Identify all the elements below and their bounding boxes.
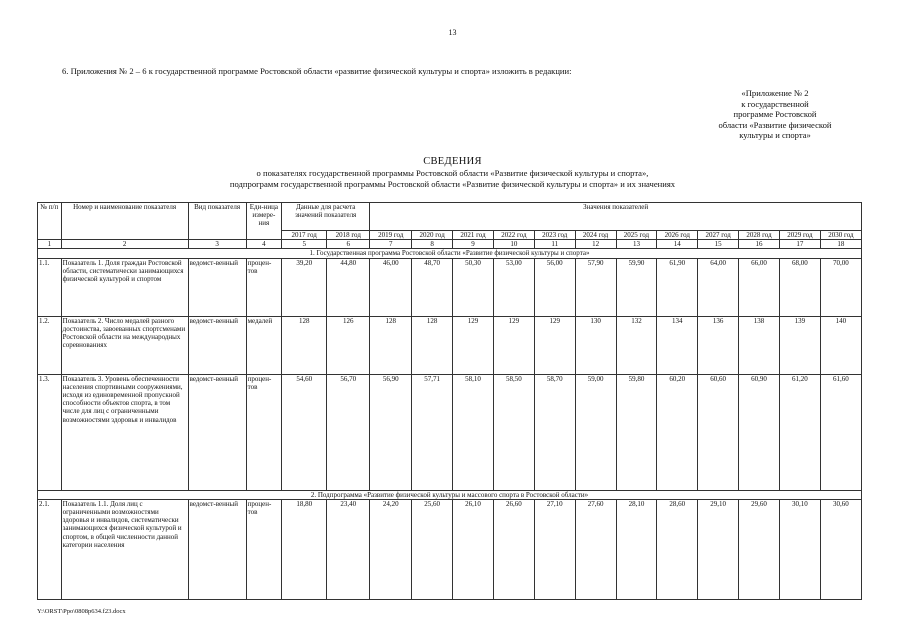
indicator-value: 26,10 — [453, 499, 494, 599]
indicator-value: 50,30 — [453, 258, 494, 316]
year-header: 2030 год — [820, 231, 861, 240]
indicator-value: 48,70 — [412, 258, 453, 316]
row-number: 1.3. — [38, 374, 62, 490]
indicator-value: 60,60 — [698, 374, 739, 490]
indicator-name: Показатель 3. Уровень обеспеченности населения спортивными сооружениями, исходя из единовременной пропускной способности объектов спорта, в том числе для лиц с ограниченными возможностями здоровья и инвалидов — [61, 374, 188, 490]
indicator-name: Показатель 2. Число медалей разного достоинства, завоеванных спортсменами Ростовской области на международных соревнованиях — [61, 316, 188, 374]
indicator-value: 68,00 — [779, 258, 820, 316]
column-number: 8 — [412, 240, 453, 249]
year-header: 2023 год — [534, 231, 575, 240]
indicator-value: 18,80 — [282, 499, 327, 599]
appendix-line: области «Развитие физической — [718, 119, 832, 130]
indicator-value: 58,10 — [453, 374, 494, 490]
indicator-row — [38, 258, 862, 316]
column-number: 3 — [188, 240, 246, 249]
column-number: 7 — [370, 240, 412, 249]
indicator-value: 60,20 — [657, 374, 698, 490]
indicator-value: 128 — [282, 316, 327, 374]
indicator-unit: процен-тов — [246, 374, 281, 490]
indicator-value: 139 — [779, 316, 820, 374]
indicator-value: 128 — [412, 316, 453, 374]
indicator-value: 29,60 — [739, 499, 780, 599]
indicator-value: 56,90 — [370, 374, 412, 490]
column-number: 16 — [739, 240, 780, 249]
indicator-value: 57,71 — [412, 374, 453, 490]
indicator-row — [38, 374, 862, 490]
indicator-value: 30,10 — [779, 499, 820, 599]
indicator-value: 56,70 — [327, 374, 370, 490]
page-number: 13 — [448, 28, 457, 37]
year-header: 2018 год — [327, 231, 370, 240]
indicator-value: 128 — [370, 316, 412, 374]
column-number: 11 — [534, 240, 575, 249]
indicator-value: 59,80 — [616, 374, 657, 490]
indicator-type: ведомст-венный — [188, 374, 246, 490]
file-path-footer: Y:\ORST\Ppo\0808p634.f23.docx — [37, 608, 126, 615]
indicator-value: 58,50 — [493, 374, 534, 490]
indicator-value: 30,60 — [820, 499, 861, 599]
indicator-name: Показатель 1. Доля граждан Ростовской области, систематически занимающихся физической культурой и спортом — [61, 258, 188, 316]
indicator-value: 44,80 — [327, 258, 370, 316]
indicator-value: 130 — [575, 316, 616, 374]
indicator-value: 56,00 — [534, 258, 575, 316]
indicator-value: 27,10 — [534, 499, 575, 599]
indicator-value: 24,20 — [370, 499, 412, 599]
header-name: Номер и наименование показателя — [61, 203, 188, 240]
year-header: 2025 год — [616, 231, 657, 240]
column-number: 2 — [61, 240, 188, 249]
subtitle-line: подпрограмм государственной программы Ростовской области «Развитие физической культуры и спорта» и их значениях — [229, 178, 676, 189]
indicator-value: 58,70 — [534, 374, 575, 490]
indicator-value: 66,00 — [739, 258, 780, 316]
indicator-value: 53,00 — [493, 258, 534, 316]
column-number: 12 — [575, 240, 616, 249]
indicator-type: ведомст-венный — [188, 499, 246, 599]
indicator-value: 28,60 — [657, 499, 698, 599]
indicator-value: 140 — [820, 316, 861, 374]
row-number: 1.2. — [38, 316, 62, 374]
indicator-value: 64,00 — [698, 258, 739, 316]
column-number: 17 — [779, 240, 820, 249]
document-title: СВЕДЕНИЯ — [423, 156, 482, 167]
column-number: 4 — [246, 240, 281, 249]
year-header: 2020 год — [412, 231, 453, 240]
section-row — [38, 490, 862, 499]
appendix-note — [680, 88, 870, 141]
column-number: 15 — [698, 240, 739, 249]
indicator-value: 60,90 — [739, 374, 780, 490]
column-number: 18 — [820, 240, 861, 249]
indicator-value: 129 — [453, 316, 494, 374]
indicator-value: 132 — [616, 316, 657, 374]
year-header: 2022 год — [493, 231, 534, 240]
indicator-value: 57,90 — [575, 258, 616, 316]
indicator-value: 25,60 — [412, 499, 453, 599]
indicator-value: 26,60 — [493, 499, 534, 599]
appendix-line: культуры и спорта» — [739, 130, 811, 141]
year-header: 2024 год — [575, 231, 616, 240]
appendix-line: программе Ростовской — [733, 109, 817, 120]
indicator-value: 129 — [534, 316, 575, 374]
year-header: 2029 год — [779, 231, 820, 240]
indicator-row — [38, 316, 862, 374]
document-subtitle — [0, 168, 905, 189]
indicator-value: 70,00 — [820, 258, 861, 316]
indicator-value: 29,10 — [698, 499, 739, 599]
column-number: 6 — [327, 240, 370, 249]
indicator-value: 59,90 — [616, 258, 657, 316]
column-number: 9 — [453, 240, 494, 249]
column-number: 14 — [657, 240, 698, 249]
header-type: Вид показателя — [188, 203, 246, 240]
indicator-value: 61,60 — [820, 374, 861, 490]
column-number: 10 — [493, 240, 534, 249]
section-title: 1. Государственная программа Ростовской области «Развитие физической культуры и спорта» — [38, 249, 862, 258]
header-num: № п/п — [38, 203, 62, 240]
year-header: 2021 год — [453, 231, 494, 240]
indicator-row — [38, 499, 862, 599]
indicator-value: 23,40 — [327, 499, 370, 599]
indicator-value: 28,10 — [616, 499, 657, 599]
indicator-type: ведомст-венный — [188, 258, 246, 316]
column-number-row — [38, 240, 862, 249]
column-number: 5 — [282, 240, 327, 249]
indicator-value: 61,20 — [779, 374, 820, 490]
indicator-value: 39,20 — [282, 258, 327, 316]
section-row — [38, 249, 862, 258]
header-unit: Еди-ница измере-ния — [246, 203, 281, 240]
column-number: 1 — [38, 240, 62, 249]
column-number: 13 — [616, 240, 657, 249]
row-number: 1.1. — [38, 258, 62, 316]
year-header: 2028 год — [739, 231, 780, 240]
intro-paragraph: 6. Приложения № 2 – 6 к государственной программе Ростовской области «развитие физической культуры и спорта» изложить в редакции: — [62, 66, 572, 76]
indicator-value: 27,60 — [575, 499, 616, 599]
row-number: 2.1. — [38, 499, 62, 599]
indicator-value: 134 — [657, 316, 698, 374]
header-values: Значения показателей — [370, 203, 862, 231]
indicator-value: 54,60 — [282, 374, 327, 490]
section-title: 2. Подпрограмма «Развитие физической культуры и массового спорта в Ростовской области» — [38, 490, 862, 499]
header-base: Данные для расчета значений показателя — [282, 203, 370, 231]
year-header: 2017 год — [282, 231, 327, 240]
indicator-value: 129 — [493, 316, 534, 374]
indicator-unit: процен-тов — [246, 258, 281, 316]
indicator-unit: медалей — [246, 316, 281, 374]
subtitle-line: о показателях государственной программы Ростовской области «Развитие физической культуры и спорта», — [256, 168, 649, 178]
indicator-value: 136 — [698, 316, 739, 374]
year-header: 2019 год — [370, 231, 412, 240]
indicator-value: 61,90 — [657, 258, 698, 316]
indicators-table — [37, 202, 862, 600]
indicator-value: 46,00 — [370, 258, 412, 316]
indicator-name: Показатель 1.1. Доля лиц с ограниченными возможностями здоровья и инвалидов, систематически занимающихся физической культурой и спортом, в общей численности данной категории населения — [61, 499, 188, 599]
indicator-unit: процен-тов — [246, 499, 281, 599]
appendix-line: «Приложение № 2 — [741, 88, 809, 98]
appendix-line: к государственной — [741, 98, 809, 109]
year-header: 2026 год — [657, 231, 698, 240]
indicator-value: 126 — [327, 316, 370, 374]
indicator-type: ведомст-венный — [188, 316, 246, 374]
year-header: 2027 год — [698, 231, 739, 240]
indicator-value: 59,00 — [575, 374, 616, 490]
indicator-value: 138 — [739, 316, 780, 374]
